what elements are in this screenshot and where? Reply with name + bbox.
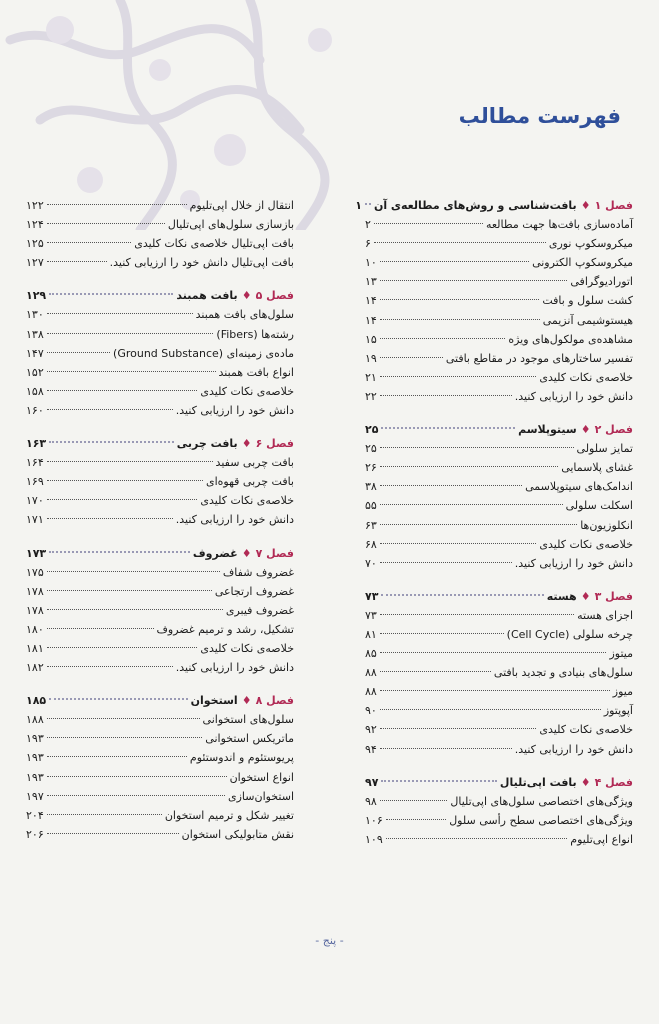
chapter-heading-text [177,434,294,453]
dot-leader [47,480,203,481]
chapter-block [26,434,294,529]
dot-leader [380,357,443,358]
toc-entry-title: انواع اپی‌تلیوم [570,832,633,846]
toc-entry-page: ۸۱ [365,627,377,641]
chapter-heading[interactable] [365,587,633,606]
toc-entry-page: ۱۸۰ [26,622,44,636]
toc-entry-page: ۱۰ [365,256,377,270]
toc-entry-page: ۲۵ [365,442,377,456]
toc-entry-page: ۶۳ [365,518,377,532]
toc-entry-title: هیستوشیمی آنزیمی [542,313,633,327]
toc-entry[interactable] [26,215,294,234]
toc-entry-page: ۱۹۳ [26,751,44,765]
toc-entry[interactable] [365,234,633,253]
toc-entry-title: خلاصه‌ی نکات کلیدی [200,641,294,655]
toc-entry[interactable] [26,582,294,601]
chapter-heading-text [500,773,633,792]
page-footer: - پنج - [315,934,344,947]
chapter-number: ۳ [594,589,602,603]
dot-leader [380,524,577,525]
toc-entry[interactable] [365,349,633,368]
dot-leader [381,780,496,782]
toc-entry-title: دانش خود را ارزیابی کنید. [175,513,294,527]
chapter-heading[interactable] [26,544,294,563]
toc-entry[interactable] [26,382,294,401]
toc-entry[interactable] [365,811,633,830]
toc-entry-title: خلاصه‌ی نکات کلیدی [539,723,633,737]
dot-leader [49,441,174,443]
toc-entry[interactable] [365,792,633,811]
toc-entry-title: میتوز [609,647,633,661]
dot-leader [47,352,110,353]
toc-entry-page: ۹۰ [365,704,377,718]
toc-entry-page: ۱۲۴ [26,218,44,232]
chapter-page-number: ۲۵ [365,423,379,437]
toc-entry-page: ۱۸۱ [26,641,44,655]
dot-leader [47,313,193,314]
toc-entry[interactable] [26,234,294,253]
chapter-page-number: ۱۶۳ [26,437,47,451]
toc-entry-title: غضروف فیبری [225,603,294,617]
chapter-bullet: ♦ [580,775,591,789]
dot-leader [380,614,574,615]
toc-entry-title: دانش خود را ارزیابی کنید. [514,556,633,570]
toc-entry-title: بافت اپی‌تلیال دانش خود را ارزیابی کنید. [109,256,294,270]
dot-leader [47,518,173,519]
chapter-block [26,544,294,678]
chapter-page-number: ۱ [355,199,362,212]
chapter-label: فصل [605,589,633,603]
toc-entry-page: ۱۷۱ [26,513,44,527]
toc-entry-title: انکلوزیون‌ها [580,518,633,532]
toc-entry[interactable] [26,510,294,529]
toc-entry[interactable] [365,291,633,310]
chapter-title: بافت چربی [176,437,238,451]
chapter-heading[interactable] [355,196,633,215]
dot-leader [47,461,213,462]
chapter-heading-text [547,587,633,606]
chapter-block [365,420,633,573]
chapter-label: فصل [605,775,633,789]
toc-entry[interactable] [26,563,294,582]
toc-entry-title: تغییر شکل و ترمیم استخوان [164,808,294,822]
toc-entry-page: ۸۵ [365,647,377,661]
toc-entry-title: اندامک‌های سیتوپلاسمی [525,480,633,494]
dot-leader [47,814,162,815]
chapter-bullet: ♦ [241,437,252,451]
toc-entry-page: ۱۲۵ [26,237,44,251]
dot-leader [380,709,601,710]
chapter-label: فصل [266,289,294,303]
dot-leader [47,390,198,391]
chapter-number: ۱ [594,199,602,212]
toc-entry-page: ۱۰۶ [365,813,383,827]
toc-entry-page: ۱۴ [365,313,377,327]
toc-entry-title: دانش خود را ارزیابی کنید. [175,661,294,675]
toc-entry[interactable] [26,658,294,677]
toc-entry-page: ۱۶۹ [26,475,44,489]
toc-entry-title: خلاصه‌ی نکات کلیدی [539,370,633,384]
toc-entry[interactable] [26,768,294,787]
toc-entry-page: ۱۵۸ [26,384,44,398]
toc-entry-page: ۲۰۴ [26,808,44,822]
toc-entry-page: ۶ [365,237,371,251]
toc-entry-page: ۹۴ [365,742,377,756]
dot-leader [380,395,512,396]
chapter-page-number: ۱۸۵ [26,694,47,708]
toc-entry-title: پریوستئوم و اندوستئوم [189,751,294,765]
dot-leader [47,371,216,372]
toc-entry-title: ماده‌ی زمینه‌ای (Ground Substance) [113,346,294,360]
chapter-block [26,691,294,844]
toc-entry-title: سلول‌های بنیادی و تجدید بافتی [493,666,633,680]
toc-entry-page: ۵۵ [365,499,377,513]
chapter-heading-text [518,420,633,439]
chapter-block [26,286,294,420]
toc-entry[interactable] [365,439,633,458]
dot-leader [380,338,506,339]
toc-entry-title: انواع استخوان [229,770,294,784]
toc-entry[interactable] [365,477,633,496]
toc-entry-page: ۲ [365,218,371,232]
toc-entry[interactable] [365,272,633,291]
chapter-page-number: ۱۲۹ [26,289,47,303]
toc-entry-title: تمایز سلولی [576,442,633,456]
toc-entry[interactable] [26,253,294,272]
toc-entry-page: ۱۹۷ [26,789,44,803]
toc-entry-title: ویژگی‌های اختصاصی سطح رأسی سلول [449,813,633,827]
dot-leader [380,728,537,729]
dot-leader [47,718,200,719]
chapter-title: بافت همبند [176,289,238,303]
toc-entry-page: ۱۹ [365,351,377,365]
dot-leader [374,242,546,243]
toc-entry-page: ۱۶۴ [26,456,44,470]
toc-entry[interactable] [26,491,294,510]
dot-leader [386,838,568,839]
toc-entry[interactable] [365,387,633,406]
chapter-title: بافت‌شناسی و روش‌های مطالعه‌ی آن [373,199,577,212]
toc-entry-page: ۲۰۶ [26,827,44,841]
toc-entry-page: ۱۷۰ [26,494,44,508]
chapter-label: فصل [266,546,294,560]
dot-leader [47,590,212,591]
toc-entry-title: میکروسکوپ نوری [548,237,633,251]
chapter-title: سیتوپلاسم [518,423,577,437]
toc-entry-page: ۱۲۲ [26,199,44,212]
toc-entry-title: تشکیل، رشد و ترمیم غضروف [156,622,294,636]
toc-entry-page: ۷۳ [365,608,377,622]
toc-entry-title: دانش خود را ارزیابی کنید. [514,742,633,756]
chapter-block [26,196,294,272]
toc-entry-title: رشته‌ها (Fibers) [216,327,294,341]
chapter-number: ۲ [594,423,602,437]
dot-leader [381,427,515,429]
toc-entry[interactable] [365,496,633,515]
toc-entry[interactable] [26,748,294,767]
toc-entry-title: میکروسکوپ الکترونی [532,256,633,270]
dot-leader [380,280,568,281]
toc-entry-page: ۸۸ [365,666,377,680]
toc-entry-title: استخوان‌سازی [228,789,294,803]
chapter-heading-text [374,196,633,215]
toc-entry[interactable] [365,701,633,720]
chapter-label: فصل [266,694,294,708]
dot-leader [380,652,607,653]
dot-leader [47,666,173,667]
toc-entry[interactable] [26,363,294,382]
toc-entry-title: انواع بافت همبند [218,365,294,379]
toc-column-left [26,196,294,858]
toc-entry-title: کشت سلول و بافت [542,294,633,308]
toc-entry[interactable] [365,215,633,234]
toc-entry-page: ۲۱ [365,370,377,384]
dot-leader [47,242,132,243]
toc-entry-title: ماتریکس استخوانی [205,732,294,746]
toc-entry-title: سلول‌های بافت همبند [195,308,294,322]
dot-leader [47,571,220,572]
toc-entry-page: ۱۳۸ [26,327,44,341]
toc-entry[interactable] [26,639,294,658]
toc-entry[interactable] [365,606,633,625]
dot-leader [47,795,225,796]
toc-entry-title: بافت چربی سفید [215,456,294,470]
dot-leader [47,833,179,834]
toc-entry-page: ۸۸ [365,685,377,699]
dot-leader [380,671,491,672]
toc-entry[interactable] [26,620,294,639]
dot-leader [380,748,512,749]
dot-leader [49,698,187,700]
toc-entry-page: ۲۶ [365,461,377,475]
toc-entry-page: ۲۲ [365,389,377,403]
toc-entry[interactable] [365,554,633,573]
toc-entry-title: غضروف شفاف [222,565,294,579]
toc-entry[interactable] [26,806,294,825]
toc-entry[interactable] [26,344,294,363]
chapter-bullet: ♦ [580,589,591,603]
toc-entry-page: ۹۸ [365,794,377,808]
dot-leader [365,203,371,205]
dot-leader [380,447,574,448]
toc-entry[interactable] [26,325,294,344]
toc-entry-page: ۱۶۰ [26,403,44,417]
toc-entry[interactable] [365,330,633,349]
dot-leader [47,628,154,629]
toc-entry[interactable] [26,729,294,748]
toc-entry-page: ۱۵ [365,332,377,346]
dot-leader [47,261,107,262]
toc-entry[interactable] [365,311,633,330]
dot-leader [47,776,227,777]
chapter-block [365,773,633,849]
chapter-number: ۴ [594,775,602,789]
toc-entry[interactable] [26,196,294,215]
toc-entry-page: ۱۸۲ [26,661,44,675]
toc-entry[interactable] [26,710,294,729]
toc-entry-title: خلاصه‌ی نکات کلیدی [539,537,633,551]
toc-entry-page: ۱۳ [365,275,377,289]
toc-entry-page: ۱۵۲ [26,365,44,379]
dot-leader [380,800,448,801]
toc-entry-page: ۱۷۵ [26,565,44,579]
chapter-bullet: ♦ [241,289,252,303]
toc-entry[interactable] [26,825,294,844]
toc-entry[interactable] [365,663,633,682]
toc-entry-page: ۱۳۰ [26,308,44,322]
toc-entry-page: ۷۰ [365,556,377,570]
toc-entry-page: ۹۲ [365,723,377,737]
toc-entry[interactable] [365,644,633,663]
chapter-heading[interactable] [365,420,633,439]
toc-entry-title: آماده‌سازی بافت‌ها جهت مطالعه [485,218,633,232]
toc-entry-page: ۱۹۳ [26,770,44,784]
toc-entry-page: ۱۰۹ [365,832,383,846]
dot-leader [49,293,173,295]
toc-entry-title: دانش خود را ارزیابی کنید. [514,389,633,403]
dot-leader [380,376,537,377]
dot-leader [47,204,187,205]
toc-entry[interactable] [26,601,294,620]
chapter-page-number: ۱۷۳ [26,546,47,560]
toc-entry-title: نقش متابولیکی استخوان [181,827,294,841]
toc-entry[interactable] [365,682,633,701]
toc-entry-title: اسکلت سلولی [565,499,633,513]
toc-entry-title: خلاصه‌ی نکات کلیدی [200,494,294,508]
toc-entry-page: ۱۷۸ [26,603,44,617]
dot-leader [47,609,223,610]
dot-leader [380,485,522,486]
toc-entry-title: مشاهده‌ی مولکول‌های ویژه [508,332,633,346]
toc-column-right [355,196,633,863]
dot-leader [380,562,512,563]
toc-entry-title: دانش خود را ارزیابی کنید. [175,403,294,417]
toc-entry-page: ۱۸۸ [26,713,44,727]
toc-entry-title: اجزای هسته [577,608,633,622]
dot-leader [380,504,563,505]
toc-entry-title: غضروف ارتجاعی [214,584,294,598]
chapter-heading-text [176,286,294,305]
chapter-title: هسته [546,589,577,603]
dot-leader [381,594,543,596]
toc-entry-title: خلاصه‌ی نکات کلیدی [200,384,294,398]
chapter-number: ۵ [255,289,263,303]
chapter-bullet: ♦ [241,694,252,708]
chapter-label: فصل [266,437,294,451]
toc-entry[interactable] [365,458,633,477]
chapter-number: ۷ [255,546,263,560]
chapter-heading[interactable] [26,691,294,710]
toc-entry-title: چرخه سلولی (Cell Cycle) [506,627,633,641]
dot-leader [47,223,165,224]
toc-entry[interactable] [26,453,294,472]
toc-entry[interactable] [365,516,633,535]
toc-entry[interactable] [26,401,294,420]
dot-leader [47,647,198,648]
toc-entry-title: تفسیر ساختارهای موجود در مقاطع بافتی [445,351,633,365]
dot-leader [380,543,537,544]
toc-entry[interactable] [26,305,294,324]
chapter-block [355,196,633,406]
dot-leader [380,261,529,262]
dot-leader [374,223,483,224]
dot-leader [380,319,540,320]
toc-entry[interactable] [365,720,633,739]
toc-entry[interactable] [26,787,294,806]
chapter-block [365,587,633,759]
chapter-page-number: ۹۷ [365,775,379,789]
toc-entry-page: ۱۴ [365,294,377,308]
chapter-title: بافت اپی‌تلیال [499,775,577,789]
chapter-heading-text [193,544,294,563]
chapter-heading[interactable] [26,434,294,453]
toc-entry-title: بافت اپی‌تلیال خلاصه‌ی نکات کلیدی [134,237,294,251]
toc-entry-page: ۱۹۳ [26,732,44,746]
chapter-label: فصل [605,423,633,437]
toc-entry-title: ویژگی‌های اختصاصی سلول‌های اپی‌تلیال [450,794,633,808]
toc-entry-page: ۳۸ [365,480,377,494]
toc-entry[interactable] [365,368,633,387]
chapter-heading[interactable] [365,773,633,792]
toc-entry[interactable] [26,472,294,491]
page-title: فهرست مطالب [458,104,621,128]
toc-entry[interactable] [365,830,633,849]
chapter-title: استخوان [190,694,238,708]
toc-entry-title: اتورادیوگرافی [570,275,633,289]
toc-entry-title: بازسازی سلول‌های اپی‌تلیال [167,218,294,232]
chapter-number: ۶ [255,437,263,451]
toc-entry-page: ۱۴۷ [26,346,44,360]
toc-entry-title: سلول‌های استخوانی [202,713,294,727]
toc-entry-page: ۱۲۷ [26,256,44,270]
toc-entry-title: انتقال از خلال اپی‌تلیوم [189,199,294,212]
chapter-bullet: ♦ [580,199,591,212]
chapter-number: ۸ [255,694,263,708]
toc-entry[interactable] [365,625,633,644]
toc-entry-title: غشای پلاسمایی [561,461,633,475]
chapter-bullet: ♦ [580,423,591,437]
chapter-page-number: ۷۳ [365,589,379,603]
toc-entry-title: آپوپتوز [603,704,633,718]
toc-entry-page: ۱۷۸ [26,584,44,598]
dot-leader [49,551,190,553]
dot-leader [380,466,558,467]
dot-leader [47,409,173,410]
dot-leader [47,333,214,334]
dot-leader [386,819,446,820]
chapter-bullet: ♦ [241,546,252,560]
dot-leader [47,756,187,757]
toc-entry-page: ۶۸ [365,537,377,551]
dot-leader [47,737,203,738]
toc-entry[interactable] [365,253,633,272]
chapter-heading[interactable] [26,286,294,305]
dot-leader [47,499,198,500]
chapter-title: غضروف [192,546,238,560]
dot-leader [380,633,504,634]
chapter-label: فصل [605,199,633,212]
dot-leader [380,299,540,300]
toc-entry[interactable] [365,740,633,759]
chapter-heading-text [191,691,294,710]
toc-entry-title: میوز [612,685,633,699]
dot-leader [380,690,610,691]
toc-entry[interactable] [365,535,633,554]
toc-entry-title: بافت چربی قهوه‌ای [205,475,294,489]
